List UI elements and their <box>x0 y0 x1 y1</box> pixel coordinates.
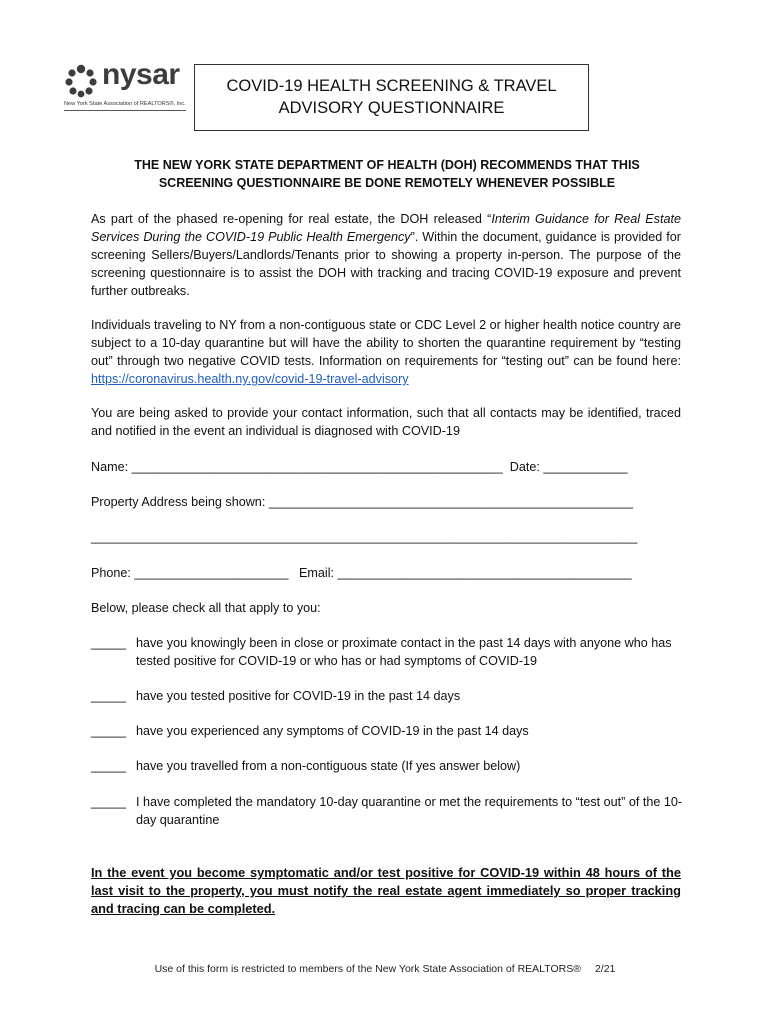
intro-paragraph-2 <box>91 316 681 388</box>
form-version: 2/21 <box>594 963 616 975</box>
intro-paragraph-3: You are being asked to provide your contact information, such that all contacts may be identified, traced and notified in the event an individual is diagnosed with COVID-19 <box>91 406 681 438</box>
checklist-item-text: have you travelled from a non-contiguous state (If yes answer below) <box>136 759 521 773</box>
page-footer <box>0 963 770 975</box>
nysar-logo-icon <box>64 64 98 98</box>
check-blank[interactable]: _____ <box>91 689 127 703</box>
phone-email-field[interactable]: Phone: ______________________ Email: __________________________________________ <box>91 566 632 580</box>
doh-recommendation <box>92 156 682 192</box>
checklist-item[interactable] <box>91 757 691 775</box>
title-line-1: COVID-19 HEALTH SCREENING & TRAVEL <box>226 77 557 95</box>
checklist-item-text: have you tested positive for COVID-19 in the past 14 days <box>136 689 461 703</box>
checklist-item[interactable] <box>91 793 691 827</box>
intro-p1-end: ”. Within the document, guidance is provided for screening Sellers/Buyers/Landlords/Tenants prior to showing a property in-person. The purpose of the screening questionnaire is to assist the DOH with tracking and tracing COVID-19 exposure and prevent further outbreaks. <box>91 230 681 298</box>
check-blank[interactable]: _____ <box>91 795 127 809</box>
travel-advisory-link[interactable]: https://coronavirus.health.ny.gov/covid-19-travel-advisory <box>91 372 409 386</box>
guidance-title: Interim Guidance for Real Estate Services During the COVID-19 Public Health Emergency <box>91 212 681 244</box>
checklist-intro: Below, please check all that apply to you: <box>91 601 321 615</box>
checklist-item[interactable] <box>91 687 691 705</box>
checklist-item-text: have you knowingly been in close or proximate contact in the past 14 days with anyone who has tested positive for COVID-19 or who has or had symptoms of COVID-19 <box>136 636 672 668</box>
check-blank[interactable]: _____ <box>91 759 127 773</box>
nysar-logo <box>62 58 186 114</box>
name-date-field[interactable]: Name: _____________________________________________________ Date: ____________ <box>91 460 628 474</box>
intro-p1-start: As part of the phased re-opening for real estate, the DOH released “ <box>91 212 492 226</box>
page-title <box>194 64 589 131</box>
checklist-item-text: I have completed the mandatory 10-day quarantine or met the requirements to “test out” of the 10-day quarantine <box>136 795 683 827</box>
doh-line-2: SCREENING QUESTIONNAIRE BE DONE REMOTELY WHENEVER POSSIBLE <box>158 176 616 190</box>
intro-p2-text: Individuals traveling to NY from a non-contiguous state or CDC Level 2 or higher health notice country are subject to a 10-day quarantine but will have the ability to shorten the quarantine requirement by “testing out” through two negative COVID tests. Information on requirements for “testing out” can be found here: <box>91 318 681 368</box>
checklist-item-text: have you experienced any symptoms of COVID-19 in the past 14 days <box>136 724 529 738</box>
footer-restriction: Use of this form is restricted to members of the New York State Association of REALTORS® <box>154 963 581 975</box>
doh-line-1: THE NEW YORK STATE DEPARTMENT OF HEALTH (DOH) RECOMMENDS THAT THIS <box>134 158 640 172</box>
check-blank[interactable]: _____ <box>91 636 127 650</box>
logo-subtitle: New York State Association of REALTORS®, Inc. <box>64 101 186 107</box>
intro-paragraph-1 <box>91 210 681 300</box>
property-address-field-2[interactable]: ______________________________________________________________________________ <box>91 530 638 544</box>
logo-divider <box>64 110 186 111</box>
symptomatic-notice: In the event you become symptomatic and/or test positive for COVID-19 within 48 hours of the last visit to the property, you must notify the real estate agent immediately so proper tracking and tracing can be completed. <box>91 865 681 916</box>
checklist-item[interactable] <box>91 722 691 740</box>
title-line-2: ADVISORY QUESTIONNAIRE <box>278 99 505 117</box>
check-blank[interactable]: _____ <box>91 724 127 738</box>
logo-wordmark: nysar <box>102 58 180 91</box>
property-address-field[interactable]: Property Address being shown: ____________________________________________________ <box>91 495 634 509</box>
checklist-item[interactable] <box>91 634 691 668</box>
